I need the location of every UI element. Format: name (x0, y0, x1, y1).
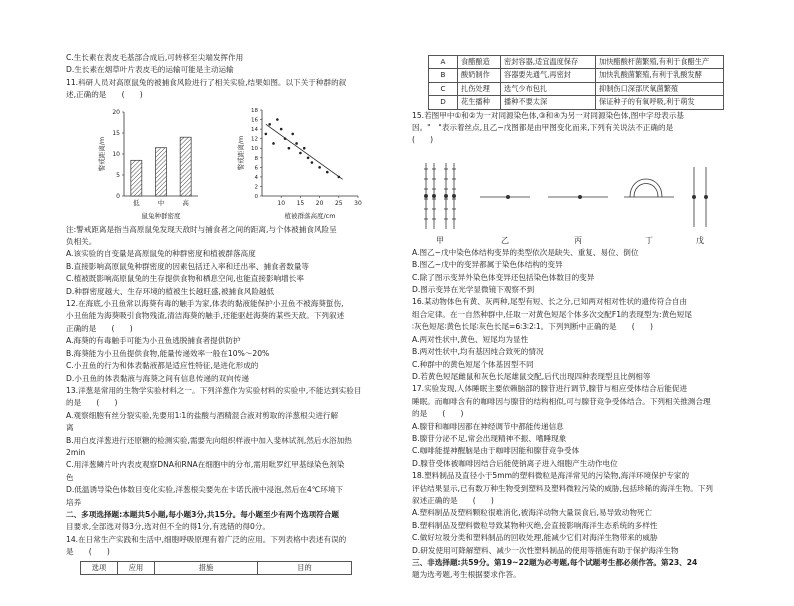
text-line: 目要求,全部选对得3分,选对但不全的得1分,有选错的得0分。 (66, 522, 270, 532)
x-tick-label: 低 (133, 198, 140, 207)
x-tick-label: 高 (182, 198, 189, 207)
text-line: 18.塑料制品及直径小于5mm的塑料微粒是海洋常见的污染物,海洋环境保护专家的 (412, 471, 690, 481)
y-tick-label: 18 (251, 107, 258, 114)
text-line: D.生长素在烟草叶片表皮毛的运输可能是主动运输 (66, 65, 234, 75)
table-cell: 酸奶制作 (458, 69, 501, 82)
text-line: 评估结果显示,已有数万种生物受到塑料及塑料微粒污染的威胁,包括珍稀的海洋生物。下列 (412, 483, 713, 493)
text-line: C.咖啡能提神醒脑是由于咖啡因能和腺苷竞争受体 (412, 446, 580, 456)
data-point (288, 147, 291, 150)
text-line: D.小丑鱼的体表黏液与海葵之间有信息传递的双向传递 (66, 373, 249, 383)
y-tick-label: 0 (254, 193, 258, 200)
text-line: D.种群密度越大、生存环境的植被生长越旺盛,被捕食风险越低 (66, 286, 275, 296)
text-line: D.图示变异在光学显微镜下观察不到 (412, 285, 535, 295)
text-line: C.用洋葱鳞片叶内表皮观察DNA和RNA在细胞中的分布,需用吡罗红甲基绿染色剂染 (66, 460, 345, 470)
text-line: B.腺苷分泌不足,常会出现精神不振、嗜睡现象 (412, 433, 567, 443)
data-point (307, 156, 310, 159)
bar (180, 137, 191, 196)
x-axis-label: 植被群落高度/cm (284, 211, 336, 220)
text-line: 17.实验发现,人体睡眠主要依赖脑部的腺苷进行调节,腺苷与相应受体结合后能促进 (412, 384, 688, 394)
text-line: ∶灰色短尾∶黄色长尾∶灰色长尾=6∶3∶2∶1。下列判断中正确的是 ( ) (412, 322, 653, 332)
x-tick-label: 25 (334, 199, 343, 207)
text-line: A.腺苷和咖啡因都在神经调节中都能传递信息 (412, 421, 564, 431)
table-cell: 播种不要太深 (501, 96, 596, 109)
text-line: D.低温诱导染色体数目变化实验,洋葱根尖要先在卡诺氏液中浸泡,然后在4℃环境下 (66, 485, 344, 495)
data-point (276, 118, 279, 121)
text-line: A.该实验的自变量是高原鼠兔的种群密度和植被群落高度 (66, 249, 256, 259)
text-line: 三、非选择题:共59分。第19~22题为必考题,每个试题考生都必须作答。第23、24 (412, 558, 698, 567)
y-tick-label: 6 (254, 164, 258, 171)
text-line: 的是 ( ) (412, 409, 464, 419)
text-line: A.图乙~戊中染色体结构变异的类型依次是缺失、重复、易位、倒位 (412, 247, 639, 257)
data-point (303, 147, 306, 150)
centromere (432, 194, 435, 197)
q14-table-rows (428, 55, 724, 110)
centromere (452, 194, 455, 197)
y-tick-label: 8 (254, 155, 258, 162)
data-point (280, 127, 283, 130)
q15-chromosome-diagram (412, 149, 730, 247)
text-line: B.图乙~戊中的变异都属于染色体结构的变异 (412, 260, 563, 270)
y-axis-label: 警戒距离/m (237, 135, 245, 170)
table-cell: 容器要先通气,再密封 (501, 69, 596, 82)
y-tick-label: 0 (116, 192, 120, 200)
text-line: C.做好垃圾分类和塑料制品的回收处理,能减少它们对海洋生物带来的威胁 (412, 533, 658, 543)
q11-figure (66, 104, 388, 224)
y-tick-label: 10 (251, 145, 258, 152)
centromere (692, 195, 695, 198)
y-tick-label: 14 (251, 126, 258, 133)
text-line: 的是 ( ) (66, 398, 118, 408)
left-column (66, 52, 388, 575)
text-line: 题为选考题,考生根据要求作答。 (412, 570, 521, 580)
text-line: 16.某动物体色有黄、灰两种,尾型有短、长之分,已知两对相对性状的遗传符合自由 (412, 297, 688, 307)
text-line: 组合定律。在一自然种群中,任取一对黄色短尾个体多次交配F1的表现型为:黄色短尾 (412, 309, 692, 319)
text-line: 12.在海底,小丑鱼常以海葵有毒的触手为家,体表的黏液能保护小丑鱼不被海葵蜇伤, (66, 299, 344, 309)
text-line: D.腺苷受体被咖啡因结合后能使钠离子进入细胞产生动作电位 (412, 458, 618, 468)
table-cell: 加快醋酸杆菌繁殖,有利于食醋生产 (596, 56, 724, 69)
y-tick-label: 5 (116, 171, 120, 179)
diagram-label: 戊 (696, 235, 704, 245)
q14-table-header (80, 561, 352, 575)
text-line: C.生长素在表皮毛基部合成后,可转移至尖端发挥作用 (66, 53, 244, 62)
table-header-application: 应用 (118, 561, 155, 574)
bar (156, 147, 167, 195)
text-line: 负相关。 (66, 237, 97, 247)
text-line: A.两对性状中,黄色、短尾均为显性 (412, 334, 529, 344)
centromere (444, 194, 447, 197)
centromere (424, 194, 427, 197)
chromosome-loop (630, 179, 662, 197)
text-line: 2min (66, 447, 86, 457)
text-line: B.直接影响高原鼠兔种群密度的因素包括迁入率和迁出率、捕食者数量等 (66, 261, 310, 271)
data-point (265, 132, 268, 135)
text-line: B.两对性状中,均有基因纯合致死的情况 (412, 347, 544, 357)
y-tick-label: 12 (251, 136, 258, 143)
table-cell: A (429, 56, 458, 69)
text-line: C.植被既影响高原鼠兔的生存提供食物和栖息空间,也能直接影响增长率 (66, 274, 304, 284)
diagram-label: 甲 (436, 235, 444, 245)
table-header-measure: 措施 (155, 561, 258, 574)
data-point (326, 170, 329, 173)
data-point (311, 161, 314, 164)
table-cell: 密封容器,适宜温度保存 (501, 56, 596, 69)
table-cell: 花生播种 (458, 96, 501, 109)
text-line: B.塑料制品及塑料微粒导致某物种灭绝,会直接影响海洋生态系统的多样性 (412, 520, 658, 530)
y-tick-label: 15 (112, 129, 120, 137)
trend-line (266, 124, 343, 179)
text-line: 因。" "表示着丝点,且乙~戊图都是由甲图变化而来,下列有关说法不正确的是 (412, 123, 674, 133)
y-tick-label: 16 (251, 117, 258, 124)
text-line: A.塑料制品及塑料颗粒很难消化,被海洋动物大量误食后,易导致动物死亡 (412, 508, 653, 518)
table-row (429, 69, 724, 82)
table-cell: D (429, 96, 458, 109)
centromere (704, 195, 707, 198)
text-line: 14.在日常生产实践和生活中,细胞呼吸原理有着广泛的应用。下列表格中表述有误的 (66, 534, 347, 544)
table-row (429, 56, 724, 69)
table-cell: 食醋酿造 (458, 56, 501, 69)
scatter-chart (234, 104, 374, 224)
data-point (268, 123, 271, 126)
chromosome-loop (634, 183, 658, 197)
text-line: D.研发使用可降解塑料、减少一次性塑料制品的使用等措施有助于保护海洋生物 (412, 545, 679, 555)
table-cell: 加快乳酸菌繁殖,有利于乳酸发酵 (596, 69, 724, 82)
text-line: 13.洋葱是常用的生物学实验材料之一。下列洋葱作为实验材料的实验中,不能达到实验目 (66, 385, 362, 395)
y-tick-label: 4 (254, 174, 258, 181)
text-line: 正确的是 ( ) (66, 323, 133, 333)
x-axis-label: 鼠兔种群密度 (141, 211, 181, 220)
text-line: 是 ( ) (66, 547, 110, 557)
text-line: 注:警戒距离是指当高原鼠兔发现天敌时与捕食者之间的距离,与个体被捕食风险呈 (66, 224, 337, 234)
text-line: C.种群中的黄色短尾个体基因型不同 (412, 359, 534, 369)
table-cell: B (429, 69, 458, 82)
table-row (429, 82, 724, 95)
x-tick-label: 20 (315, 199, 324, 207)
text-line: 二、多项选择题:本题共5小题,每小题3分,共15分。每小题至少有两个选项符合题 (66, 509, 339, 519)
centromere (578, 195, 581, 198)
text-line: A.观察细胞有丝分裂实验,先要用1∶1的盐酸与酒精混合液对剪取的洋葱根尖进行解 (66, 410, 339, 420)
y-tick-label: 20 (112, 108, 120, 116)
table-header-purpose: 目的 (258, 561, 352, 574)
diagram-label: 丁 (645, 235, 653, 245)
x-tick-label: 10 (277, 199, 286, 207)
text-line: A.海葵的有毒触手可能为小丑鱼逃脱捕食者提供防护 (66, 336, 241, 346)
x-tick-label: 中 (157, 198, 165, 207)
text-line: 色 (66, 472, 74, 482)
y-tick-label: 10 (112, 150, 120, 158)
data-point (291, 132, 294, 135)
diagram-label: 乙 (501, 235, 509, 245)
text-line: 11.科研人员对高原鼠兔的被捕食风险进行了相关实验,结果如图。以下关于种群的叙 (66, 77, 347, 87)
text-line: B.用白皮洋葱进行还原糖的检测实验,需要先向组织样液中加入斐林试剂,然后水浴加热 (66, 435, 352, 445)
text-line: C.小丑鱼的行为和体表黏液都是适应性特征,是进化形成的 (66, 361, 259, 371)
data-point (318, 166, 321, 169)
text-line: C.除了图示变异外染色体变异还包括染色体数目的变异 (412, 272, 595, 282)
right-column (412, 55, 730, 582)
text-line: 叙述正确的是 ( ) (412, 495, 494, 505)
bar-chart (94, 104, 224, 224)
x-tick-label: 30 (354, 199, 362, 207)
text-line: 15.若图甲中①和②为一对同源染色体,③和④为另一对同源染色体,图中字母表示基 (412, 110, 684, 120)
bar (131, 160, 142, 196)
table-cell: 选气少布包扎 (501, 82, 596, 95)
table-cell: 保证种子的有氧呼吸,利于萌发 (596, 96, 724, 109)
diagram-label: 丙 (574, 235, 582, 245)
table-cell: 扎伤处理 (458, 82, 501, 95)
data-point (295, 142, 298, 145)
table-cell: C (429, 82, 458, 95)
table-row (429, 96, 724, 109)
y-tick-label: 2 (254, 184, 258, 191)
text-line: D.若黄色短尾雌鼠和灰色长尾雄鼠交配,后代出现四种表现型且比例相等 (412, 371, 651, 381)
text-line: 述,正确的是 ( ) (66, 90, 143, 100)
text-line: ( ) (412, 135, 434, 145)
centromere (506, 195, 509, 198)
text-line: 小丑鱼能为海葵吸引食物残渣,清洁海葵的触手,还能驱赶海葵的某些天敌。下列叙述 (66, 311, 345, 321)
text-line: B.海葵能为小丑鱼提供食物,能量传递效率一般在10%～20% (66, 348, 270, 358)
table-header-option: 选项 (81, 561, 118, 574)
x-tick-label: 15 (296, 199, 305, 207)
y-axis-label: 警戒距离/m (98, 136, 106, 171)
data-point (299, 151, 302, 154)
text-line: 睡眠。而咖啡含有的咖啡因与腺苷的结构相似,可与腺苷竞争受体结合。下列相关推测合理 (412, 396, 711, 406)
text-line: 培养 (66, 497, 82, 507)
data-point (272, 142, 275, 145)
text-line: 离 (66, 423, 74, 433)
table-cell: 抑制伤口深部厌氧菌繁殖 (596, 82, 724, 95)
